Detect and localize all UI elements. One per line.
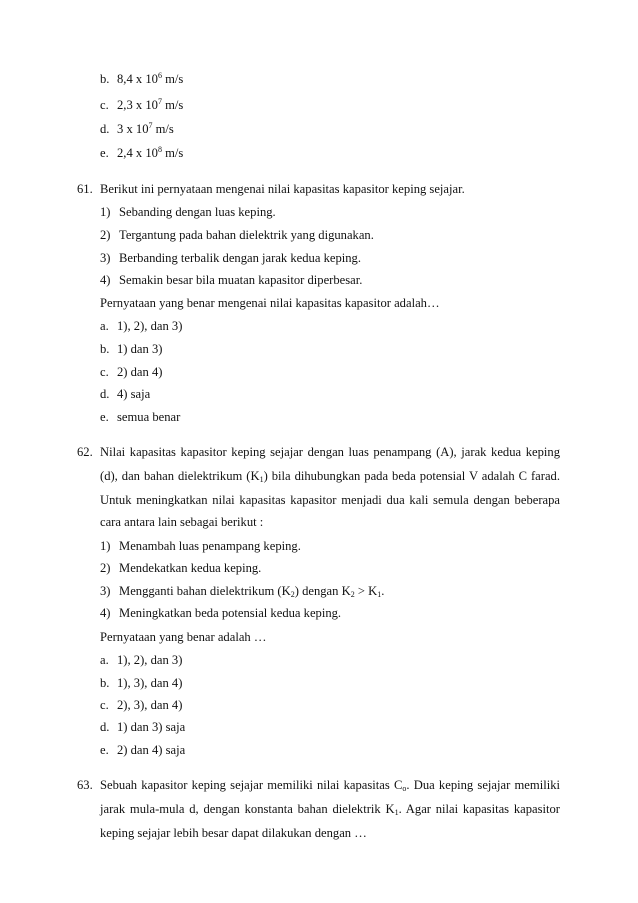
statement-number: 3) xyxy=(100,584,111,598)
q60-option-e xyxy=(100,145,183,161)
option-text: 1) dan 3) saja xyxy=(117,720,186,734)
option-label: e. xyxy=(100,743,109,757)
stem-text: (d), dan bahan dielektrikum (K xyxy=(100,469,260,483)
statement-number: 3) xyxy=(100,251,111,265)
option-label: b. xyxy=(100,72,110,86)
stem-text: . Agar nilai kapasitas kapasitor xyxy=(398,802,560,816)
statement-text: Mengganti bahan dielektrikum (K xyxy=(119,584,291,598)
statement-text: . xyxy=(381,584,385,598)
option-label: c. xyxy=(100,98,109,112)
q60-option-c xyxy=(100,97,183,113)
q61-statement-4 xyxy=(100,272,362,288)
option-unit: m/s xyxy=(152,122,174,136)
subscript: 1 xyxy=(394,808,399,817)
option-unit: m/s xyxy=(161,146,184,160)
statement-text: > K xyxy=(354,584,378,598)
option-unit: m/s xyxy=(161,72,184,86)
q61-option-d xyxy=(100,386,150,402)
option-label: d. xyxy=(100,387,110,401)
option-text: 1), 2), dan 3) xyxy=(117,653,183,667)
statement-number: 2) xyxy=(100,228,111,242)
q60-option-b xyxy=(100,71,183,87)
option-label: b. xyxy=(100,342,110,356)
subscript: 1 xyxy=(377,590,382,599)
statement-text: Tergantung pada bahan dielektrik yang digunakan. xyxy=(119,228,374,242)
exponent: 6 xyxy=(157,71,162,80)
option-label: d. xyxy=(100,720,110,734)
question-62-stem-line-1: Nilai kapasitas kapasitor keping sejajar dengan luas penampang (A), jarak kedua keping xyxy=(100,445,560,459)
question-61-number: 61. xyxy=(77,182,93,196)
statement-number: 4) xyxy=(100,273,111,287)
q61-statement-3 xyxy=(100,250,361,266)
stem-text: jarak mula-mula d, dengan konstanta bahan dielektrik K xyxy=(100,802,395,816)
q62-statement-1 xyxy=(100,538,301,554)
statement-text: ) dengan K xyxy=(294,584,351,598)
q61-statement-2 xyxy=(100,227,374,243)
stem-text: . Dua keping sejajar memiliki xyxy=(406,778,560,792)
option-text: 2) dan 4) xyxy=(117,365,163,379)
option-text: 2,4 x 10 xyxy=(117,146,158,160)
option-text: 3 x 10 xyxy=(117,122,149,136)
exponent: 7 xyxy=(148,121,153,130)
statement-number: 2) xyxy=(100,561,111,575)
q61-statement-1 xyxy=(100,204,276,220)
statement-text: Semakin besar bila muatan kapasitor diperbesar. xyxy=(119,273,363,287)
subscript: 1 xyxy=(259,475,264,484)
q61-option-b xyxy=(100,341,162,357)
question-62-stem-line-4: cara antara lain sebagai berikut : xyxy=(100,515,264,529)
option-label: e. xyxy=(100,146,109,160)
option-text: 1) dan 3) xyxy=(117,342,163,356)
q61-option-a xyxy=(100,318,182,334)
question-62-stem-line-2 xyxy=(100,468,560,484)
question-62-stem-line-3: Untuk meningkatkan nilai kapasitas kapasitor menjadi dua kali semula dengan beberapa xyxy=(100,493,560,507)
q61-option-c xyxy=(100,364,162,380)
exponent: 8 xyxy=(157,145,162,154)
question-63-line-3: keping sejajar lebih besar dapat dilakukan dengan … xyxy=(100,826,367,840)
subscript: 2 xyxy=(350,590,355,599)
option-text: 2,3 x 10 xyxy=(117,98,158,112)
subscript: o xyxy=(402,784,407,793)
subscript: 2 xyxy=(290,590,295,599)
question-62-number: 62. xyxy=(77,445,93,459)
question-63-line-1 xyxy=(100,777,560,793)
option-text: 2), 3), dan 4) xyxy=(117,698,183,712)
question-61-stem: Berikut ini pernyataan mengenai nilai kapasitas kapasitor keping sejajar. xyxy=(100,182,465,196)
question-63-number: 63. xyxy=(77,778,93,792)
option-label: c. xyxy=(100,365,109,379)
q62-option-e xyxy=(100,742,185,758)
statement-number: 4) xyxy=(100,606,111,620)
question-62-prompt: Pernyataan yang benar adalah … xyxy=(100,630,267,644)
option-label: c. xyxy=(100,698,109,712)
q62-option-c xyxy=(100,697,182,713)
question-63-line-2 xyxy=(100,801,560,817)
statement-text: Berbanding terbalik dengan jarak kedua keping. xyxy=(119,251,361,265)
statement-text: Sebanding dengan luas keping. xyxy=(119,205,276,219)
statement-number: 1) xyxy=(100,539,111,553)
option-text: semua benar xyxy=(117,410,181,424)
option-label: a. xyxy=(100,319,109,333)
q62-statement-3 xyxy=(100,583,384,599)
q60-option-d xyxy=(100,121,174,137)
option-label: b. xyxy=(100,676,110,690)
q62-option-b xyxy=(100,675,182,691)
question-61-prompt: Pernyataan yang benar mengenai nilai kapasitas kapasitor adalah… xyxy=(100,296,440,310)
statement-number: 1) xyxy=(100,205,111,219)
q62-statement-2 xyxy=(100,560,261,576)
stem-text: Sebuah kapasitor keping sejajar memiliki nilai kapasitas C xyxy=(100,778,403,792)
q61-option-e xyxy=(100,409,180,425)
stem-text: ) bila dihubungkan pada beda potensial V adalah C farad. xyxy=(263,469,560,483)
statement-text: Meningkatkan beda potensial kedua keping. xyxy=(119,606,342,620)
statement-text: Menambah luas penampang keping. xyxy=(119,539,301,553)
statement-text: Mendekatkan kedua keping. xyxy=(119,561,262,575)
option-label: e. xyxy=(100,410,109,424)
option-text: 2) dan 4) saja xyxy=(117,743,186,757)
option-text: 4) saja xyxy=(117,387,151,401)
option-label: d. xyxy=(100,122,110,136)
option-unit: m/s xyxy=(161,98,184,112)
exponent: 7 xyxy=(157,97,162,106)
option-label: a. xyxy=(100,653,109,667)
q62-option-a xyxy=(100,652,182,668)
option-text: 1), 2), dan 3) xyxy=(117,319,183,333)
q62-option-d xyxy=(100,719,185,735)
option-text: 8,4 x 10 xyxy=(117,72,158,86)
q62-statement-4 xyxy=(100,605,341,621)
option-text: 1), 3), dan 4) xyxy=(117,676,183,690)
